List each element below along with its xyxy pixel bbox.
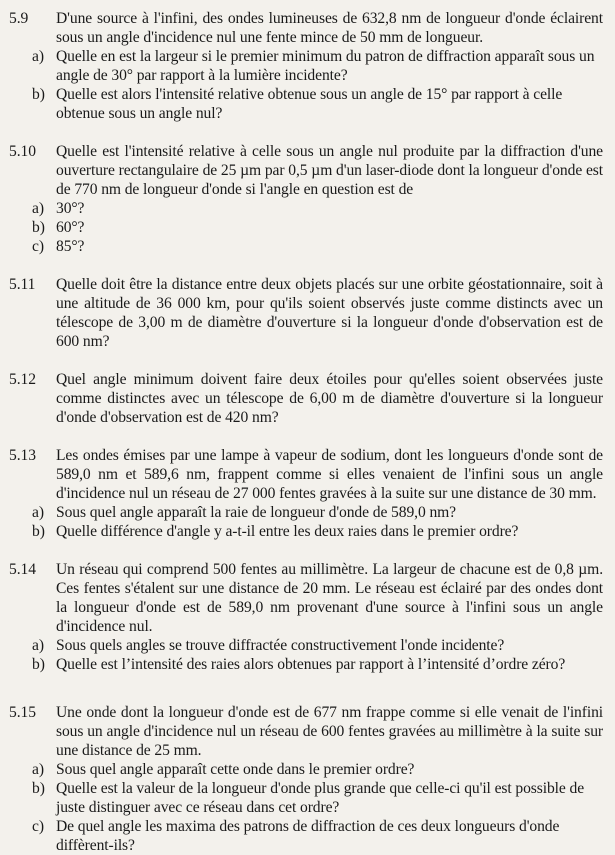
spacer <box>9 541 603 560</box>
problem-5-9 <box>9 9 603 123</box>
spacer <box>9 427 603 446</box>
sub-question-label: b) <box>32 523 45 540</box>
sub-question-label: a) <box>32 48 44 65</box>
sub-question-label: b) <box>32 780 45 797</box>
problem-body <box>56 370 603 427</box>
sub-question <box>32 817 603 855</box>
sub-question-text: Sous quel angle apparaît cette onde dans le premier ordre? <box>56 761 415 778</box>
spacer <box>9 674 603 703</box>
sub-question-text: 60°? <box>56 219 85 236</box>
sub-question <box>32 522 603 541</box>
problem-stem: Une onde dont la longueur d'onde est de 677 nm frappe comme si elle venait de l'infini sous un angle d'incidence nul un réseau de 600 fentes gravées au millimètre à la suite sur une distance de 25 mm. <box>56 704 603 759</box>
problem-body <box>32 446 603 541</box>
problem-stem: Quel angle minimum doivent faire deux étoiles pour qu'elles soient observées juste comme distinctes avec un télescope de 6,00 m de diamètre d'ouverture si la longueur d'onde d'observation est de 420 nm? <box>56 371 603 426</box>
problem-number: 5.14 <box>9 561 36 578</box>
problem-number: 5.11 <box>9 276 36 293</box>
problem-stem: D'une source à l'infini, des ondes lumineuses de 632,8 nm de longueur d'onde éclairent sous un angle d'incidence nul une fente mince de 50 mm de longueur. <box>56 10 603 46</box>
sub-question <box>32 237 603 256</box>
sub-question-text: 85°? <box>56 238 85 255</box>
problem-number: 5.12 <box>9 371 36 388</box>
problem-body <box>32 9 603 123</box>
sub-question-label: a) <box>32 761 44 778</box>
problem-5-10 <box>9 142 603 256</box>
problem-body <box>32 142 603 256</box>
problem-stem: Quelle doit être la distance entre deux objets placés sur une orbite géostationnaire, soit à une altitude de 36 000 km, pour qu'ils soient observés juste comme distincts avec un télescope de 3,00 m de diamètre d'ouverture si la longueur d'onde d'observation est de 600 nm? <box>56 276 603 350</box>
sub-question <box>32 47 603 85</box>
sub-question-text: Quelle est la valeur de la longueur d'onde plus grande que celle-ci qu'il est possible de juste distinguer avec ce réseau dans cet ordre? <box>56 780 585 816</box>
sub-question-text: 30°? <box>56 200 85 217</box>
problem-body <box>32 560 603 674</box>
problem-stem: Quelle est l'intensité relative à celle sous un angle nul produite par la diffraction d'une ouverture rectangulaire de 25 µm par 0,5 µm d'un laser-diode dont la longueur d'onde est de 770 nm de longueur d'onde si l'angle en question est de <box>56 143 603 198</box>
problem-body <box>56 275 603 351</box>
sub-question-text: Sous quel angle apparaît la raie de longueur d'onde de 589,0 nm? <box>56 504 456 521</box>
sub-question-label: b) <box>32 86 45 103</box>
sub-question-text: Quelle est alors l'intensité relative obtenue sous un angle de 15° par rapport à celle obtenue sous un angle nul? <box>56 86 563 122</box>
spacer <box>9 351 603 370</box>
problem-stem: Un réseau qui comprend 500 fentes au millimètre. La largeur de chacune est de 0,8 µm. Ces fentes s'étalent sur une distance de 20 mm. Le réseau est éclairé par des ondes dont la longueur d'onde est de 589,0 nm provenant d'une source à l'infini sous un angle d'incidence nul. <box>56 561 603 635</box>
sub-question-text: Quelle différence d'angle y a-t-il entre les deux raies dans le premier ordre? <box>56 523 519 540</box>
sub-question <box>32 655 603 674</box>
sub-question <box>32 503 603 522</box>
problem-body <box>32 703 603 855</box>
sub-question <box>32 199 603 218</box>
sub-question-text: Quelle en est la largeur si le premier minimum du patron de diffraction apparaît sous un angle de 30° par rapport à la lumière incidente? <box>56 48 595 84</box>
spacer <box>9 123 603 142</box>
problem-5-12 <box>9 370 603 427</box>
problem-5-13 <box>9 446 603 541</box>
sub-question-text: Sous quels angles se trouve diffractée constructivement l'onde incidente? <box>56 637 505 654</box>
sub-question-label: c) <box>32 238 44 255</box>
sub-question-label: b) <box>32 656 45 673</box>
problem-5-14 <box>9 560 603 674</box>
problem-5-15 <box>9 703 603 855</box>
sub-question-label: a) <box>32 200 44 217</box>
problem-number: 5.10 <box>9 143 36 160</box>
problem-stem: Les ondes émises par une lampe à vapeur de sodium, dont les longueurs d'onde sont de 589,0 nm et 589,6 nm, frappent comme si elles venaient de l'infini sous un angle d'incidence nul un réseau de 27 000 fentes gravées à la suite sur une distance de 30 mm. <box>56 447 603 502</box>
problem-number: 5.15 <box>9 704 36 721</box>
sub-question-text: Quelle est l’intensité des raies alors obtenues par rapport à l’intensité d’ordre zéro? <box>56 656 566 673</box>
spacer <box>9 256 603 275</box>
sub-question-label: a) <box>32 637 44 654</box>
problem-number: 5.9 <box>9 10 29 27</box>
sub-question-label: c) <box>32 818 44 835</box>
sub-question-text: De quel angle les maxima des patrons de diffraction de ces deux longueurs d'onde diffèrent-ils? <box>56 818 560 854</box>
sub-question-label: b) <box>32 219 45 236</box>
sub-question <box>32 779 603 817</box>
sub-question <box>32 636 603 655</box>
problem-5-11 <box>9 275 603 351</box>
sub-question <box>32 85 603 123</box>
sub-question <box>32 218 603 237</box>
problem-number: 5.13 <box>9 447 36 464</box>
sub-question <box>32 760 603 779</box>
sub-question-label: a) <box>32 504 44 521</box>
